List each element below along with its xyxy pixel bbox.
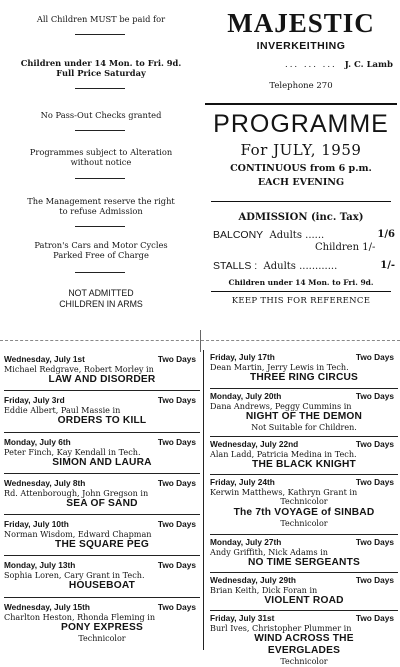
manager-line: ... ... ... J. C. Lamb — [285, 60, 393, 70]
notice-parking: Patron's Cars and Motor Cycles Parked Free of Charge — [34, 240, 168, 260]
notice-pass-out: No Pass-Out Checks granted — [40, 110, 162, 120]
notice-divider — [75, 130, 125, 131]
column-divider — [203, 350, 204, 650]
stalls-price-row: STALLS : Adults ............ 1/- — [213, 260, 395, 272]
film-divider — [4, 390, 200, 391]
notice-children-arms: NOT ADMITTED CHILDREN IN ARMS — [59, 288, 143, 309]
programme-month: For JULY, 1959 — [240, 141, 362, 159]
film-entry: Friday, July 31st Two Days Burl Ives, Christopher Plummer in WIND ACROSS THE EVERGLADES Technicolor — [210, 613, 394, 666]
film-divider — [210, 474, 398, 475]
film-entry: Monday, July 20th Two Days Dana Andrews, Peggy Cummins in NIGHT OF THE DEMON Not Suitable for Children. — [210, 391, 394, 432]
film-divider — [210, 436, 398, 437]
cinema-town: INVERKEITHING — [256, 40, 346, 52]
header-divider — [211, 201, 391, 202]
cinema-header — [205, 0, 397, 330]
film-entry: Wednesday, July 29th Two Days Brian Keith, Dick Foran in VIOLENT ROAD — [210, 575, 394, 606]
header-divider — [211, 291, 391, 292]
notices-panel — [0, 0, 200, 330]
notice-divider — [75, 88, 125, 89]
admission-heading: ADMISSION (inc. Tax) — [238, 212, 364, 223]
notice-children-price: Children under 14 Mon. to Fri. 9d. Full Price Saturday — [20, 58, 182, 78]
film-entry: Monday, July 6th Two Days Peter Finch, Kay Kendall in Tech. SIMON AND LAURA — [4, 437, 196, 468]
notice-management: The Management reserve the right to refuse Admission — [27, 196, 175, 216]
film-divider — [210, 388, 398, 389]
notice-divider — [75, 34, 125, 35]
film-divider — [4, 473, 200, 474]
film-divider — [210, 610, 398, 611]
film-entry: Monday, July 13th Two Days Sophia Loren, Cary Grant in Tech. HOUSEBOAT — [4, 560, 196, 591]
notice-alteration: Programmes subject to Alteration without notice — [29, 147, 173, 167]
film-entry: Friday, July 3rd Two Days Eddie Albert, Paul Massie in ORDERS TO KILL — [4, 395, 196, 426]
film-entry: Wednesday, July 22nd Two Days Alan Ladd, Patricia Medina in Tech. THE BLACK KNIGHT — [210, 439, 394, 470]
fold-mark — [200, 330, 201, 352]
telephone: Telephone 270 — [269, 81, 333, 91]
film-entry: Friday, July 10th Two Days Norman Wisdom, Edward Chapman THE SQUARE PEG — [4, 519, 196, 550]
notice-divider — [75, 178, 125, 179]
keep-for-reference: KEEP THIS FOR REFERENCE — [231, 296, 371, 306]
film-divider — [4, 514, 200, 515]
film-entry: Monday, July 27th Two Days Andy Griffith, Nick Adams in NO TIME SERGEANTS — [210, 537, 394, 568]
each-evening-line: EACH EVENING — [257, 177, 345, 188]
film-entry: Wednesday, July 8th Two Days Rd. Attenborough, John Gregson in SEA OF SAND — [4, 478, 196, 509]
notice-divider — [75, 226, 125, 227]
film-entry: Wednesday, July 1st Two Days Michael Redgrave, Robert Morley in LAW AND DISORDER — [4, 354, 196, 385]
film-divider — [4, 597, 200, 598]
film-divider — [210, 534, 398, 535]
balcony-children-price: Children 1/- — [315, 242, 376, 253]
film-entry: Wednesday, July 15th Two Days Charlton Heston, Rhonda Fleming in PONY EXPRESS Technicolor — [4, 602, 196, 643]
film-divider — [210, 572, 398, 573]
notice-children-paid: All Children MUST be paid for — [36, 14, 166, 24]
cinema-name: MAJESTIC — [227, 8, 375, 38]
continuous-line: CONTINUOUS from 6 p.m. — [230, 163, 372, 174]
film-entry: Friday, July 24th Two Days Kerwin Matthews, Kathryn Grant in Technicolor The 7th VOYAGE of SINBAD Technicolor — [210, 477, 394, 528]
notice-divider — [75, 272, 125, 273]
children-note: Children under 14 Mon. to Fri. 9d. — [228, 278, 374, 287]
film-entry: Friday, July 17th Two Days Dean Martin, Jerry Lewis in Tech. THREE RING CIRCUS — [210, 352, 394, 383]
programme-title: PROGRAMME — [213, 110, 389, 138]
film-divider — [4, 432, 200, 433]
header-divider — [205, 103, 397, 105]
film-divider — [4, 555, 200, 556]
balcony-price-row: BALCONY Adults ...... 1/6 — [213, 229, 395, 241]
